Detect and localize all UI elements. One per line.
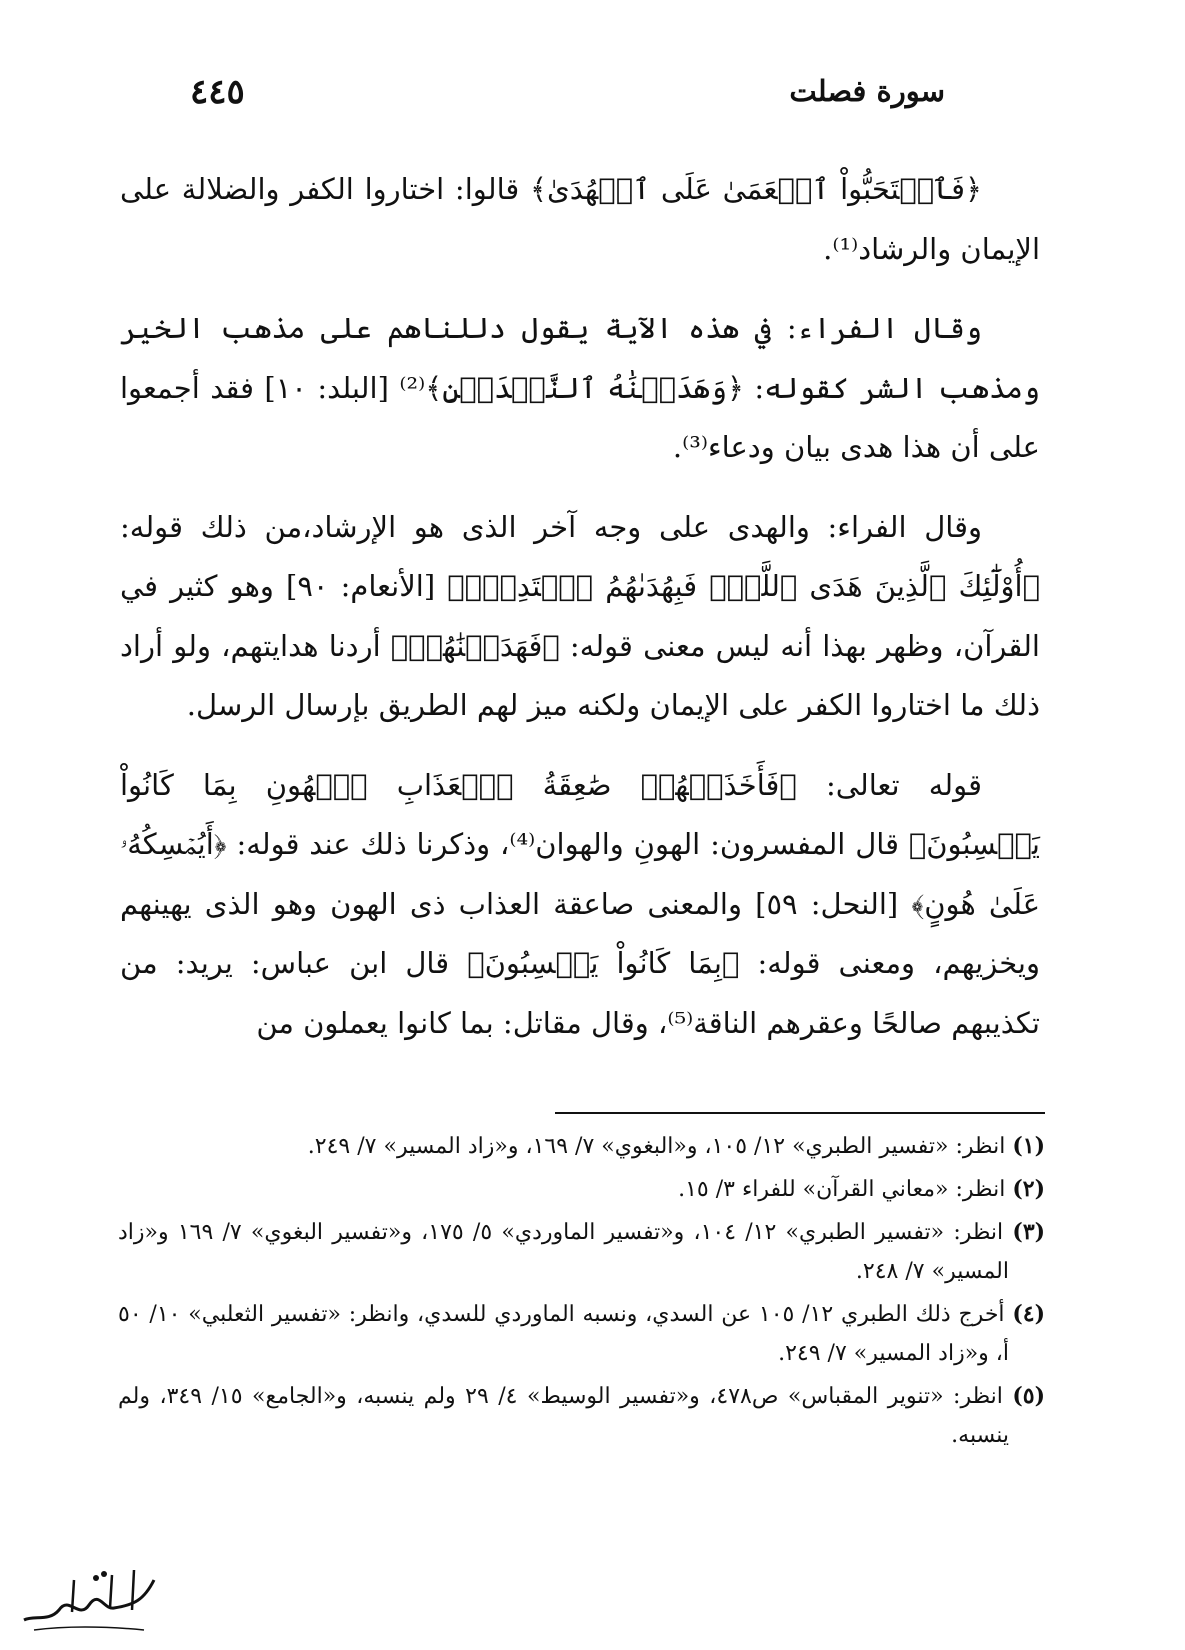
- paragraph-4: قوله تعالى: ﴿فَأَخَذَتۡهُمۡ صَٰعِقَةُ ٱلۡعَذَابِ ٱلۡهُونِ بِمَا كَانُواْ يَكۡسِبُونَ﴾ قال المفسرون: الهونِ والهوان⁽⁴⁾، وذكرنا ذلك عند قوله: ﴿أَيُمۡسِكُهُۥ عَلَىٰ هُونٍ﴾ [النحل: ٥٩] والمعنى صاعقة العذاب ذى الهون وهو الذى يهينهم ويخزيهم، ومعنى قوله: ﴿بِمَا كَانُواْ يَكۡسِبُونَ﴾ قال ابن عباس: يريد: من تكذيبهم صالحًا وعقرهم الناقة⁽⁵⁾، وقال مقاتل: بما كانوا يعملون من: [120, 767, 1041, 1040]
- footnote-2: [118, 1170, 1045, 1209]
- footnote-number: (٢): [1012, 1176, 1045, 1202]
- footnote-5: [118, 1377, 1045, 1455]
- footnote-text: انظر: «تفسير الطبري» ١٢/ ١٠٥، و«البغوي» ٧/ ١٦٩، و«زاد المسير» ٧/ ٢٤٩.: [307, 1134, 1006, 1159]
- footnote-4: [118, 1295, 1045, 1373]
- footnote-text: أخرج ذلك الطبري ١٢/ ١٠٥ عن السدي، ونسبه الماوردي للسدي، وانظر: «تفسير الثعلبي» ١٠/ ٥٠ أ، و«زاد المسير» ٧/ ٢٤٩.: [118, 1302, 1009, 1366]
- page-header: [190, 72, 945, 122]
- paragraph-3: وقال الفراء: والهدى على وجه آخر الذى هو الإرشاد،من ذلك قوله: ﴿أُوْلَٰٓئِكَ ٱلَّذِينَ هَدَى ٱللَّهُۖ فَبِهُدَىٰهُمُ ٱقۡتَدِهۡۗ﴾ [الأنعام: ٩٠] وهو كثير في القرآن، وظهر بهذا أنه ليس معنى قوله: ﴿فَهَدَيۡنَٰهُمۡ﴾ أردنا هدايتهم، ولو أراد ذلك ما اختاروا الكفر على الإيمان ولكنه ميز لهم الطريق بإرسال الرسل.: [120, 509, 1040, 722]
- footnotes: [118, 1127, 1045, 1459]
- footnote-number: (٤): [1012, 1301, 1046, 1327]
- footnote-number: (١): [1012, 1133, 1045, 1159]
- footnote-3: [118, 1213, 1045, 1291]
- paragraph-1: ﴿فَٱسۡتَحَبُّواْ ٱلۡعَمَىٰ عَلَى ٱلۡهُدَىٰ﴾ قالوا: اختاروا الكفر والضلالة على الإيمان والرشاد⁽¹⁾.: [120, 172, 1040, 266]
- footnote-divider: [555, 1112, 1045, 1114]
- footnote-text: انظر: «تفسير الطبري» ١٢/ ١٠٤، و«تفسير الماوردي» ٥/ ١٧٥، و«تفسير البغوي» ٧/ ١٦٩ و«زاد المسير» ٧/ ٢٤٨.: [118, 1220, 1009, 1284]
- footnote-number: (٣): [1012, 1219, 1046, 1245]
- paragraph-2: وقال الفراء: في هذه الآية يقول دللناهم على مذهب الخير ومذهب الشر كقوله: ﴿وَهَدَيۡنَٰهُ ٱلنَّجۡدَيۡنِ﴾⁽²⁾ [البلد: ١٠] فقد أجمعوا على أن هذا هدى بيان ودعاء⁽³⁾.: [120, 311, 1040, 464]
- watermark-logo: [14, 1560, 164, 1640]
- footnote-text: انظر: «تنوير المقباس» ص٤٧٨، و«تفسير الوسيط» ٤/ ٢٩ ولم ينسبه، و«الجامع» ١٥/ ٣٤٩، ولم ينسبه.: [118, 1384, 1009, 1448]
- page-number: ٤٤٥: [190, 72, 245, 112]
- main-text: [120, 160, 1040, 1073]
- footnote-text: انظر: «معاني القرآن» للفراء ٣/ ١٥.: [678, 1177, 1006, 1202]
- footnote-1: [118, 1127, 1045, 1166]
- footnote-number: (٥): [1012, 1383, 1046, 1409]
- surah-title: سورة فصلت: [789, 74, 945, 108]
